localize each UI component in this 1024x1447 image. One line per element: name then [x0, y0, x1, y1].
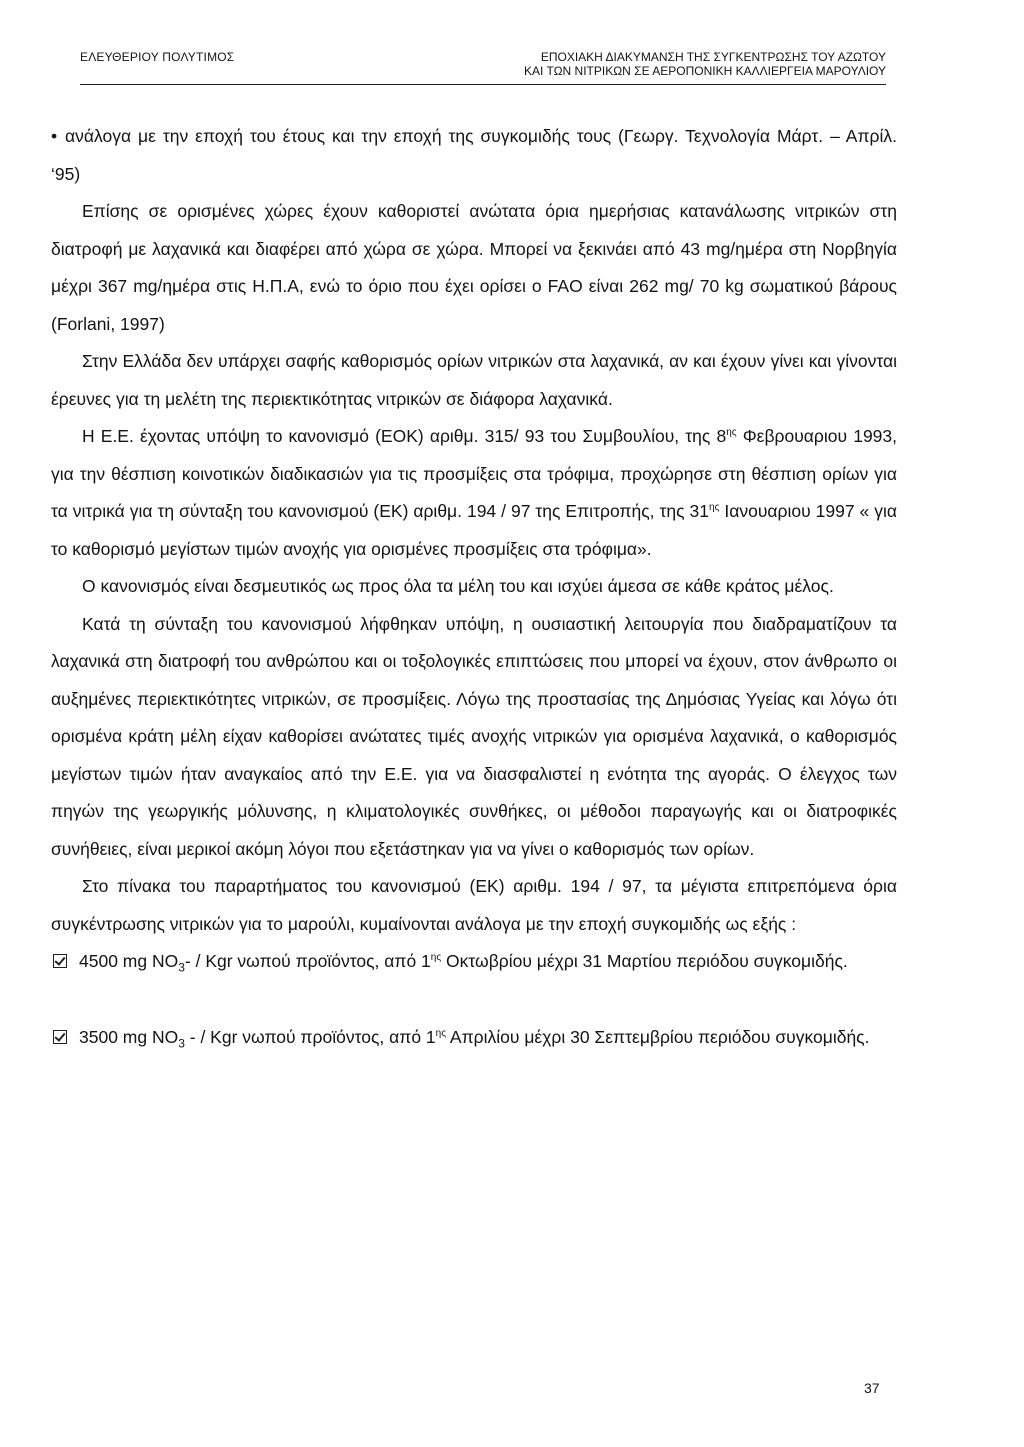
ordinal-suffix: ης [435, 1027, 447, 1039]
limit-item-text-mid: - / Kgr νωπού προϊόντος, από 1 [184, 951, 431, 971]
paragraph-6: Κατά τη σύνταξη του κανονισμού λήφθηκαν υπόψη, η ουσιαστική λειτουργία που διαδραματίζουν τα λαχανικά στη διατροφή του ανθρώπου και οι τοξολογικές επιπτώσεις που μπορεί να έχουν, στον άνθρωπο οι αυξημένες περιεκτικότητες νιτρικών, σε προσμίξεις. Λόγω της προστασίας της Δημόσιας Υγείας και λόγω ότι ορισμένα κράτη μέλη είχαν καθορίσει ανώτατες τιμές ανοχής νιτρικών για ορισμένα λαχανικά, ο καθορισμός μεγίστων τιμών ήταν αναγκαίος από την Ε.Ε. για να διασφαλιστεί η ενότητα της αγοράς. Ο έλεγχος των πηγών της γεωργικής μόλυνσης, η κλιματολογικές συνθήκες, οι μέθοδοι παραγωγής και οι διατροφικές συνήθειες, είναι μερικοί ακόμη λόγοι που εξετάστηκαν για να γίνει ο καθορισμός των ορίων. [51, 613, 897, 859]
paragraph-4 [51, 418, 897, 568]
ordinal-suffix: ης [709, 502, 720, 514]
paragraph-1: • ανάλογα με την εποχή του έτους και την εποχή της συγκομιδής τους (Γεωργ. Τεχνολογία Μάρτ. – Απρίλ. ‘95) [51, 118, 897, 193]
limit-item [51, 943, 897, 981]
subscript: 3 [178, 1036, 185, 1050]
limit-item [51, 1019, 897, 1057]
ordinal-suffix: ης [430, 952, 442, 964]
paragraph-4-part-a: Η Ε.Ε. έχοντας υπόψη το κανονισμό (ΕΟΚ) αριθμ. 315/ 93 του Συμβουλίου, της 8 [82, 426, 727, 446]
subscript: 3 [178, 960, 185, 975]
header-author: ΕΛΕΥΘΕΡΙΟΥ ΠΟΛΥΤΙΜΟΣ [80, 50, 235, 64]
paragraph-3: Στην Ελλάδα δεν υπάρχει σαφής καθορισμός ορίων νιτρικών στα λαχανικά, αν και έχουν γίνει και γίνονται έρευνες για τη μελέτη της περιεκτικότητας νιτρικών σε διάφορα λαχανικά. [51, 351, 897, 409]
limit-item-text-post: Απριλίου μέχρι 30 Σεπτεμβρίου περιόδου συγκομιδής. [446, 1026, 870, 1047]
document-body [51, 118, 897, 1056]
limit-item-text-pre: 4500 mg NO [79, 951, 179, 971]
header-title [524, 50, 886, 78]
ordinal-suffix: ης [726, 427, 737, 439]
paragraph-4-part-b: Φεβρουαριου 1993, για την θέσπιση κοινοτικών διαδικασιών για τις προσμίξεις στα τρόφιμα, προχώρησε στη θέσπιση ορίων για τα νιτρικά για τη σύνταξη του κανονισμού (ΕΚ) αριθμ. 194 / 97 της Επιτροπής, της 31 [51, 426, 897, 521]
header-title-line-1: ΕΠΟΧΙΑΚΗ ΔΙΑΚΥΜΑΝΣΗ ΤΗΣ ΣΥΓΚΕΝΤΡΩΣΗΣ ΤΟΥ ΑΖΩΤΟΥ [540, 50, 886, 64]
paragraph-7: Στο πίνακα του παραρτήματος του κανονισμού (ΕΚ) αριθμ. 194 / 97, τα μέγιστα επιτρεπόμενα όρια συγκέντρωσης νιτρικών για το μαρούλι, κυμαίνονται ανάλογα με την εποχή συγκομιδής ως εξής : [51, 876, 897, 934]
checked-box-icon [53, 954, 67, 968]
header-title-line-2: ΚΑΙ ΤΩΝ ΝΙΤΡΙΚΩΝ ΣΕ ΑΕΡΟΠΟΝΙΚΗ ΚΑΛΛΙΕΡΓΕΙΑ ΜΑΡΟΥΛΙΟΥ [524, 64, 886, 78]
header-rule [80, 84, 886, 85]
limit-item-text-mid: - / Kgr νωπού προϊόντος, από 1 [184, 1026, 436, 1047]
paragraph-2: Επίσης σε ορισμένες χώρες έχουν καθοριστεί ανώτατα όρια ημερήσιας κατανάλωσης νιτρικών στη διατροφή με λαχανικά και διαφέρει από χώρα σε χώρα. Μπορεί να ξεκινάει από 43 mg/ημέρα στη Νορβηγία μέχρι 367 mg/ημέρα στις Η.Π.Α, ενώ το όριο που έχει ορίσει ο FAO είναι 262 mg/ 70 kg σωματικού βάρους (Forlani, 1997) [51, 201, 897, 334]
checked-box-icon [53, 1030, 67, 1044]
paragraph-5: Ο κανονισμός είναι δεσμευτικός ως προς όλα τα μέλη του και ισχύει άμεσα σε κάθε κράτος μέλος. [82, 576, 834, 596]
limit-item-text-pre: 3500 mg NO [79, 1026, 179, 1047]
spacer [51, 981, 897, 1019]
page-number: 37 [864, 1380, 880, 1396]
limit-item-text-post: Οκτωβρίου μέχρι 31 Μαρτίου περιόδου συγκομιδής. [441, 951, 848, 971]
paragraph-4-part-c: Ιανουαριου 1997 « για το καθορισμό μεγίστων τιμών ανοχής για ορισμένες προσμίξεις στα τρόφιμα». [51, 501, 897, 559]
running-header [80, 38, 886, 86]
